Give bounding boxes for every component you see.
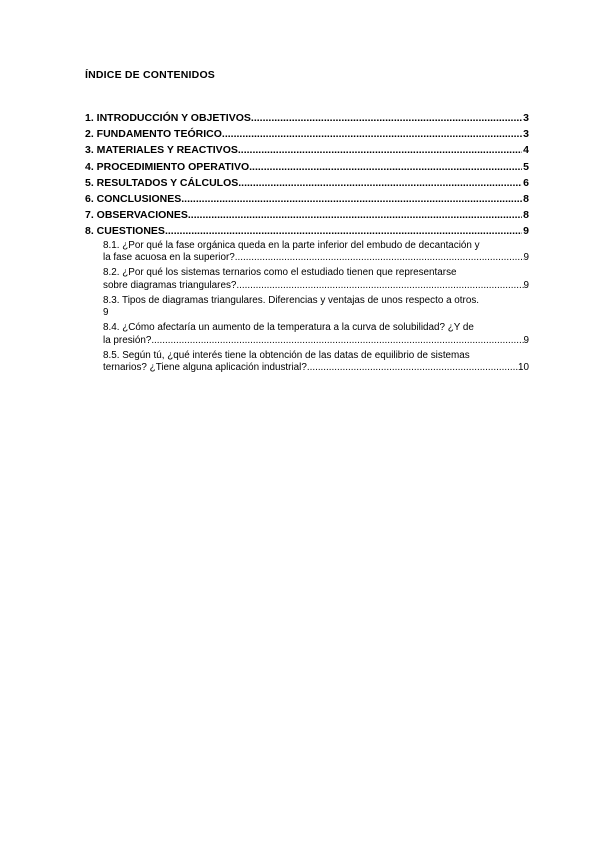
toc-subentry-8-3[interactable] — [103, 295, 529, 320]
toc-subentry-text: 8.5. Según tú, ¿qué interés tiene la obtención de las datas de equilibrio de sistemas — [103, 349, 470, 361]
toc-page-number: 5 — [523, 160, 529, 173]
toc-page-number: 9 — [103, 307, 109, 319]
leader-dots — [181, 191, 522, 207]
toc-entry-label: 2. FUNDAMENTO TEÓRICO — [85, 128, 222, 141]
toc-entry-resultados[interactable] — [85, 175, 529, 191]
toc-page-number: 3 — [523, 128, 529, 141]
leader-dots — [238, 175, 522, 191]
leader-dots — [151, 335, 523, 348]
toc-page-number: 6 — [523, 176, 529, 189]
toc-subentry-text: 8.2. ¿Por qué los sistemas ternarios como el estudiado tienen que representarse — [103, 267, 457, 279]
toc-subentry-8-2[interactable] — [103, 267, 529, 292]
toc-entry-label: 7. OBSERVACIONES — [85, 209, 188, 222]
leader-dots — [235, 252, 524, 265]
toc-subentry-text: la presión? — [103, 334, 152, 346]
leader-dots — [241, 142, 522, 158]
leader-dots — [236, 280, 523, 293]
toc-page-number: 9 — [523, 279, 529, 291]
toc-page-number: 9 — [523, 334, 529, 346]
toc-subentry-text: la fase acuosa en la superior? — [103, 252, 235, 264]
toc-subentry-8-1[interactable] — [103, 240, 529, 265]
leader-dots — [249, 159, 522, 175]
toc-subentry-text: 8.3. Tipos de diagramas triangulares. Diferencias y ventajas de unos respecto a otros. — [103, 294, 480, 306]
toc-entry-procedimiento[interactable] — [85, 159, 529, 175]
toc-page-number: 8 — [523, 193, 529, 206]
toc-entry-cuestiones[interactable] — [85, 223, 529, 239]
toc-title: ÍNDICE DE CONTENIDOS — [85, 69, 216, 81]
toc-subentry-8-4[interactable] — [103, 322, 529, 347]
toc-page-number: 9 — [523, 225, 529, 238]
toc-entry-conclusiones[interactable] — [85, 191, 529, 207]
table-of-contents — [85, 110, 529, 377]
toc-subentry-text: 8.1. ¿Por qué la fase orgánica queda en la parte inferior del embudo de decantación y — [103, 239, 480, 251]
toc-entry-label: 4. PROCEDIMIENTO OPERATIVO — [85, 160, 250, 173]
toc-entry-fundamento[interactable] — [85, 126, 529, 142]
toc-entry-label: 5. RESULTADOS Y CÁLCULOS — [85, 176, 239, 189]
toc-page-number: 4 — [523, 144, 529, 157]
toc-page-number: 3 — [523, 112, 529, 124]
toc-entry-label: 1. INTRODUCCIÓN Y OBJETIVOS — [85, 112, 251, 124]
toc-subentry-text: sobre diagramas triangulares? — [103, 279, 237, 291]
leader-dots — [222, 126, 522, 142]
leader-dots — [165, 223, 522, 239]
toc-entry-materiales[interactable] — [85, 142, 529, 158]
toc-entry-label: 3. MATERIALES Y REACTIVOS. — [85, 144, 241, 157]
toc-entry-observaciones[interactable] — [85, 207, 529, 223]
toc-entry-label: 6. CONCLUSIONES — [85, 193, 182, 206]
toc-page-number: 10 — [518, 362, 529, 374]
toc-entry-label: 8. CUESTIONES — [85, 225, 165, 238]
toc-page-number: 9 — [523, 252, 529, 264]
toc-subentry-text: 8.4. ¿Cómo afectaría un aumento de la temperatura a la curva de solubilidad? ¿Y de — [103, 322, 474, 334]
toc-page-number: 8 — [523, 209, 529, 222]
toc-entry-introduccion[interactable] — [85, 110, 529, 126]
leader-dots — [188, 207, 522, 223]
leader-dots — [307, 362, 518, 375]
toc-subentry-8-5[interactable] — [103, 350, 529, 375]
leader-dots — [251, 110, 522, 126]
toc-subentry-text: ternarios? ¿Tiene alguna aplicación industrial? — [103, 362, 307, 374]
